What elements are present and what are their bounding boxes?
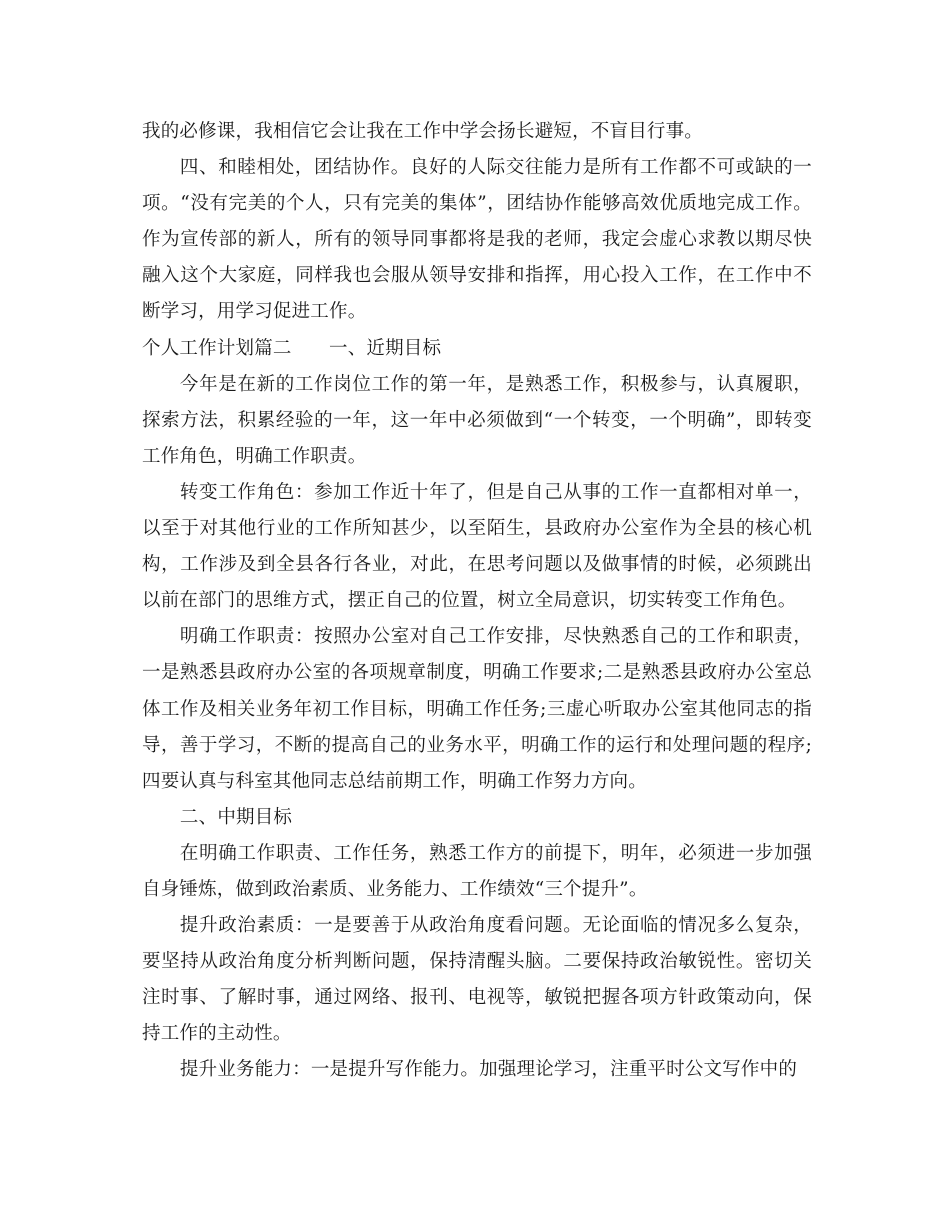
paragraph-4: 转变工作角色：参加工作近十年了，但是自己从事的工作一直都相对单一，以至于对其他行业的工作所知甚少，以至陌生，县政府办公室作为全县的核心机构，工作涉及到全县各行各业，对此，在思考问题以及做事情的时候，必须跳出以前在部门的思维方式，摆正自己的位置，树立全局意识，切实转变工作角色。 <box>142 481 812 612</box>
paragraph-2: 四、和睦相处，团结协作。良好的人际交往能力是所有工作都不可或缺的一项。“没有完美的个人，只有完美的集体”，团结协作能够高效优质地完成工作。作为宣传部的新人，所有的领导同事都将是我的老师，我定会虚心求教以期尽快融入这个大家庭，同样我也会服从领导安排和指挥，用心投入工作，在工作中不断学习，用学习促进工作。 <box>142 157 812 323</box>
paragraph-3: 今年是在新的工作岗位工作的第一年，是熟悉工作，积极参与，认真履职，探索方法，积累经验的一年，这一年中必须做到“一个转变，一个明确”，即转变工作角色，明确工作职责。 <box>142 373 812 467</box>
document-body <box>142 114 812 1089</box>
paragraph-7: 提升政治素质：一是要善于从政治角度看问题。无论面临的情况多么复杂，要坚持从政治角度分析判断问题，保持清醒头脑。二要保持政治敏锐性。密切关注时事、了解时事，通过网络、报刊、电视等，敏锐把握各项方针政策动向，保持工作的主动性。 <box>142 915 812 1045</box>
section-heading-mid-term: 二、中期目标 <box>179 806 293 828</box>
paragraph-5: 明确工作职责：按照办公室对自己工作安排，尽快熟悉自己的工作和职责，一是熟悉县政府办公室的各项规章制度，明确工作要求;二是熟悉县政府办公室总体工作及相关业务年初工作目标，明确工作任务;三虚心听取办公室其他同志的指导，善于学习，不断的提高自己的业务水平，明确工作的运行和处理问题的程序;四要认真与科室其他同志总结前期工作，明确工作努力方向。 <box>142 626 812 792</box>
section-heading-plan-two: 个人工作计划篇二 一、近期目标 <box>142 337 442 359</box>
paragraph-1: 我的必修课，我相信它会让我在工作中学会扬长避短，不盲目行事。 <box>142 121 704 142</box>
paragraph-6: 在明确工作职责、工作任务，熟悉工作方的前提下，明年，必须进一步加强自身锤炼，做到政治素质、业务能力、工作绩效“三个提升”。 <box>142 842 812 900</box>
paragraph-8: 提升业务能力：一是提升写作能力。加强理论学习，注重平时公文写作中的 <box>179 1059 798 1081</box>
